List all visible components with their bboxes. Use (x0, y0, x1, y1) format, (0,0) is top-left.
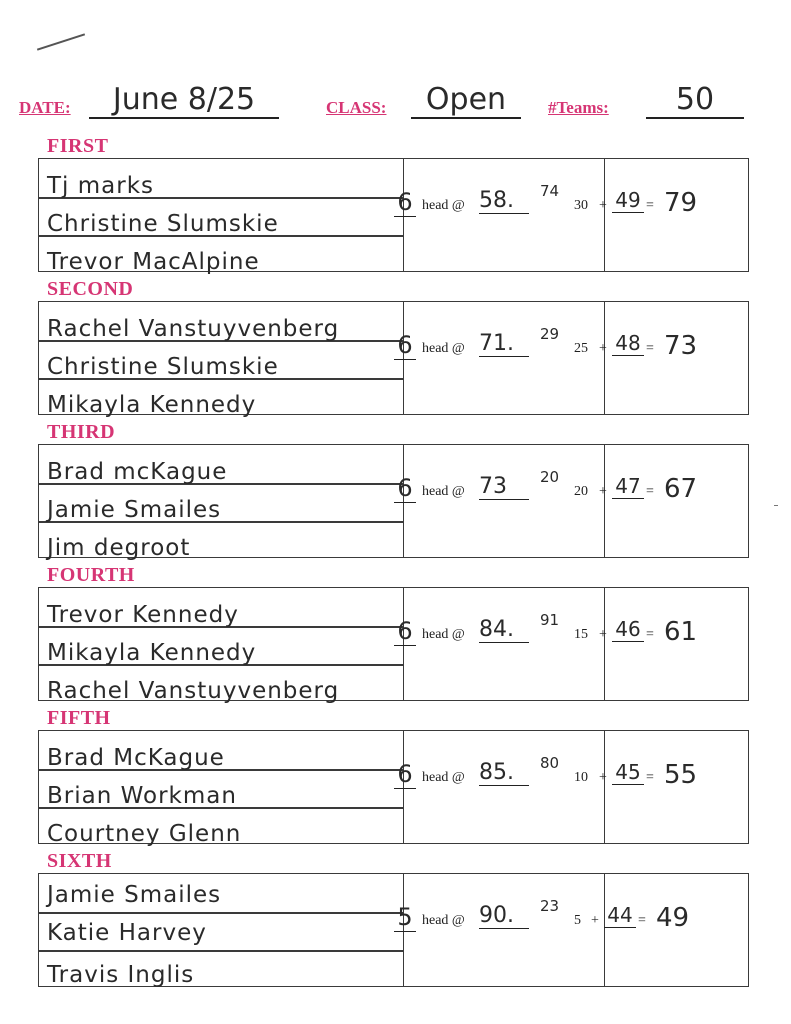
head-price (394, 325, 564, 371)
added-points: 46 (612, 617, 644, 642)
team-member-name: Brad McKague (47, 745, 225, 771)
equals-sign: = (646, 341, 654, 356)
team-member-name: Rachel Vanstuyvenberg (47, 678, 340, 704)
points-calc (574, 331, 744, 371)
team-names-column (39, 731, 404, 847)
price-per-head: 90. (479, 903, 529, 929)
team-member-name: Katie Harvey (47, 920, 207, 946)
head-label: head @ (422, 627, 465, 642)
placing-title: THIRD (47, 421, 116, 443)
teams-value: 50 (646, 82, 744, 119)
equals-sign: = (646, 627, 654, 642)
team-member-name: Trevor Kennedy (47, 602, 239, 628)
team-member-name: Christine Slumskie (47, 211, 279, 237)
plus-sign: + (599, 484, 607, 499)
placing-title: SECOND (47, 278, 134, 300)
team-member-name: Tj marks (47, 173, 155, 199)
team-member-name: Jamie Smailes (47, 497, 222, 523)
team-member-name: Brad mcKague (47, 459, 228, 485)
placing-title: FIRST (47, 135, 109, 157)
plus-sign: + (591, 913, 599, 928)
added-points: 44 (604, 903, 636, 928)
team-names-column (39, 874, 404, 986)
points-calc (574, 903, 744, 943)
base-points: 25 (574, 341, 588, 356)
head-count: 6 (394, 188, 416, 217)
plus-sign: + (599, 770, 607, 785)
plus-sign: + (599, 627, 607, 642)
stray-pen-mark (37, 33, 85, 50)
base-points: 10 (574, 770, 588, 785)
team-member-name: Courtney Glenn (47, 821, 242, 847)
added-points: 49 (612, 188, 644, 213)
team-member-name: Jim degroot (47, 535, 191, 561)
points-calc (574, 188, 744, 228)
price-cents: 74 (540, 182, 560, 200)
team-member-name: Rachel Vanstuyvenberg (47, 316, 340, 342)
head-count: 6 (394, 331, 416, 360)
head-count: 6 (394, 760, 416, 789)
head-count: 6 (394, 474, 416, 503)
team-names-column (39, 302, 404, 418)
added-points: 47 (612, 474, 644, 499)
plus-sign: + (599, 198, 607, 213)
row-divider (39, 950, 403, 952)
plus-sign: + (599, 341, 607, 356)
team-member-name: Christine Slumskie (47, 354, 279, 380)
team-member-name: Mikayla Kennedy (47, 392, 257, 418)
base-points: 30 (574, 198, 588, 213)
head-label: head @ (422, 770, 465, 785)
head-label: head @ (422, 913, 465, 928)
total-points: 67 (664, 474, 698, 504)
price-cents: 91 (540, 611, 560, 629)
date-label: DATE: (19, 98, 71, 117)
base-points: 15 (574, 627, 588, 642)
team-names-column (39, 445, 404, 561)
team-member-name: Mikayla Kennedy (47, 640, 257, 666)
total-points: 79 (664, 188, 698, 218)
price-cents: 23 (540, 897, 560, 915)
head-label: head @ (422, 341, 465, 356)
price-per-head: 84. (479, 617, 529, 643)
total-points: 73 (664, 331, 698, 361)
head-price (394, 182, 564, 228)
team-names-column (39, 159, 404, 275)
price-per-head: 85. (479, 760, 529, 786)
points-calc (574, 617, 744, 657)
head-count: 6 (394, 617, 416, 646)
form-header (0, 82, 791, 122)
points-calc (574, 760, 744, 800)
team-names-column (39, 588, 404, 704)
row-divider (39, 912, 403, 914)
paper-speck (774, 505, 778, 506)
base-points: 5 (574, 913, 581, 928)
price-cents: 20 (540, 468, 560, 486)
equals-sign: = (646, 198, 654, 213)
price-cents: 29 (540, 325, 560, 343)
team-member-name: Brian Workman (47, 783, 237, 809)
team-member-name: Trevor MacAlpine (47, 249, 260, 275)
total-points: 61 (664, 617, 698, 647)
price-per-head: 71. (479, 331, 529, 357)
head-price (394, 611, 564, 657)
team-member-name: Jamie Smailes (47, 882, 222, 908)
equals-sign: = (646, 484, 654, 499)
equals-sign: = (646, 770, 654, 785)
head-price (394, 897, 564, 943)
total-points: 49 (656, 903, 690, 933)
points-calc (574, 474, 744, 514)
placing-title: FOURTH (47, 564, 135, 586)
head-count: 5 (394, 903, 416, 932)
price-cents: 80 (540, 754, 560, 772)
date-value: June 8/25 (89, 82, 279, 119)
head-price (394, 468, 564, 514)
placing-title: SIXTH (47, 850, 112, 872)
class-value: Open (411, 82, 521, 119)
head-price (394, 754, 564, 800)
team-member-name: Travis Inglis (47, 962, 195, 988)
class-label: CLASS: (326, 98, 387, 117)
placing-title: FIFTH (47, 707, 111, 729)
teams-label: #Teams: (548, 98, 609, 117)
base-points: 20 (574, 484, 588, 499)
head-label: head @ (422, 484, 465, 499)
head-label: head @ (422, 198, 465, 213)
added-points: 45 (612, 760, 644, 785)
equals-sign: = (638, 913, 646, 928)
total-points: 55 (664, 760, 698, 790)
added-points: 48 (612, 331, 644, 356)
price-per-head: 58. (479, 188, 529, 214)
price-per-head: 73 (479, 474, 529, 500)
